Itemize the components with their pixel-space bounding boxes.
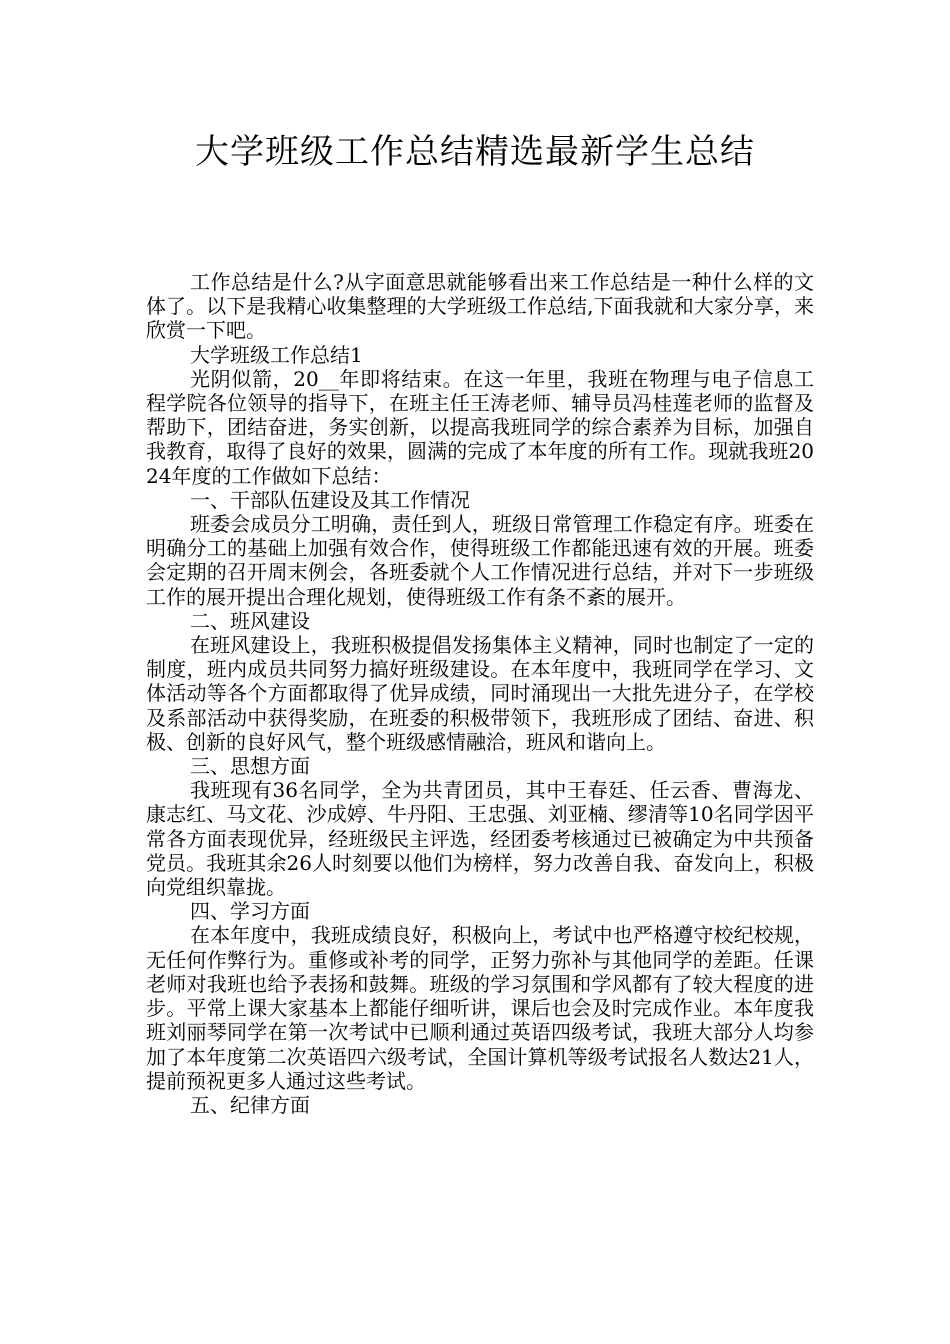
body-paragraph: 班委会成员分工明确，责任到人，班级日常管理工作稳定有序。班委在明确分工的基础上加强有效合作，使得班级工作都能迅速有效的开展。班委会定期的召开周末例会，各班委就个人工作情况进行总结，并对下一步班级工作的展开提出合理化规划，使得班级工作有条不紊的展开。 [146,512,814,609]
section-heading: 大学班级工作总结1 [190,342,363,367]
section-heading: 三、思想方面 [190,754,310,779]
section-heading: 五、纪律方面 [190,1092,310,1117]
intro-paragraph: 工作总结是什么?从字面意思就能够看出来工作总结是一种什么样的文体了。以下是我精心收集整理的大学班级工作总结,下面我就和大家分享，来欣赏一下吧。 [146,270,814,343]
body-paragraph: 光阴似箭，20__年即将结束。在这一年里，我班在物理与电子信息工程学院各位领导的指导下，在班主任王涛老师、辅导员冯桂莲老师的监督及帮助下，团结奋进，务实创新，以提高我班同学的综合素养为目标，加强自我教育，取得了良好的效果，圆满的完成了本年度的所有工作。现就我班2024年度的工作做如下总结： [146,366,814,488]
body-paragraph: 在班风建设上，我班积极提倡发扬集体主义精神，同时也制定了一定的制度，班内成员共同努力搞好班级建设。在本年度中，我班同学在学习、文体活动等各个方面都取得了优异成绩，同时涌现出一大批先进分子，在学校及系部活动中获得奖励，在班委的积极带领下，我班形成了团结、奋进、积极、创新的良好风气，整个班级感情融洽，班风和谐向上。 [146,633,814,754]
document-body [146,270,814,1117]
section-heading: 四、学习方面 [190,899,310,924]
body-paragraph: 我班现有36名同学，全为共青团员，其中王春廷、任云香、曹海龙、康志红、马文花、沙成婷、牛丹阳、王忠强、刘亚楠、缪清等10名同学因平常各方面表现优异，经班级民主评选，经团委考核通过已被确定为中共预备党员。我班其余26人时刻要以他们为榜样，努力改善自我、奋发向上，积极向党组织靠拢。 [146,778,814,900]
body-paragraph: 在本年度中，我班成绩良好，积极向上，考试中也严格遵守校纪校规，无任何作弊行为。重修或补考的同学，正努力弥补与其他同学的差距。任课老师对我班也给予表扬和鼓舞。班级的学习氛围和学风都有了较大程度的进步。平常上课大家基本上都能仔细听讲，课后也会及时完成作业。本年度我班刘丽琴同学在第一次考试中已顺利通过英语四级考试，我班大部分人均参加了本年度第二次英语四六级考试，全国计算机等级考试报名人数达21人，提前预祝更多人通过这些考试。 [146,923,814,1093]
section-heading: 一、干部队伍建设及其工作情况 [190,487,470,512]
document-title: 大学班级工作总结精选最新学生总结 [195,132,755,172]
section-heading: 二、班风建设 [190,608,310,633]
